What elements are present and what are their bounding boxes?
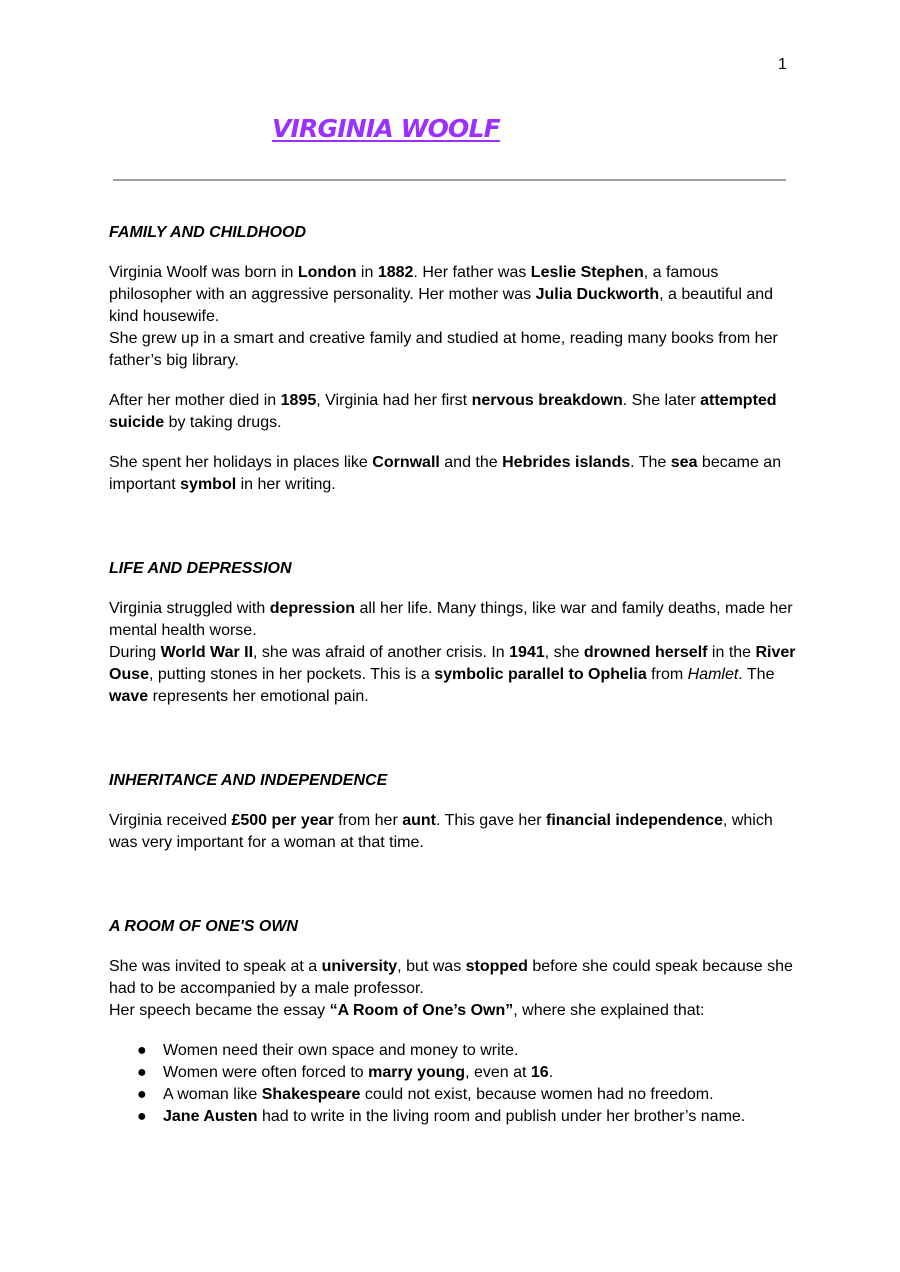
section-inheritance-and-independence (109, 770, 799, 854)
text-run: Virginia Woolf was born in (109, 264, 298, 281)
text-run: , but was (397, 958, 466, 975)
text-run: , where she explained that: (513, 1002, 705, 1019)
text-run: , she (544, 644, 584, 661)
text-run: She grew up in a smart and creative family and studied at home, reading many books from her father’s big library. (109, 330, 778, 369)
text-run: , Virginia had her first (316, 392, 472, 409)
bold-text: 1941 (509, 644, 545, 661)
text-run: . The (738, 666, 775, 683)
text-run: in (356, 264, 378, 281)
text-run: During (109, 644, 161, 661)
page-number: 1 (778, 56, 787, 73)
bold-text: depression (269, 600, 356, 617)
bold-text: Jane Austen (163, 1108, 258, 1125)
bold-text: symbolic parallel to Ophelia (434, 666, 647, 683)
bold-text: River Ouse (109, 644, 796, 683)
bold-text: “A Room of One’s Own” (329, 1002, 514, 1019)
bold-text: stopped (465, 958, 528, 975)
bold-text: attempted suicide (109, 392, 777, 431)
list-item (137, 1106, 799, 1128)
italic-text: Hamlet (687, 666, 739, 683)
bold-text: university (321, 958, 398, 975)
bold-text: financial independence (545, 812, 723, 829)
text-run: by taking drugs. (164, 414, 282, 431)
text-run: , she was afraid of another crisis. In (253, 644, 510, 661)
text-run: . (548, 1064, 554, 1081)
bold-text: aunt (402, 812, 436, 829)
paragraph (109, 390, 799, 434)
bullet-list (109, 1040, 799, 1128)
text-run: Women need their own space and money to write. (163, 1042, 519, 1059)
text-run: from (646, 666, 688, 683)
paragraph (109, 598, 799, 708)
bold-text: Leslie Stephen (530, 264, 644, 281)
bold-text: Cornwall (372, 454, 440, 471)
text-run: Virginia struggled with (109, 600, 270, 617)
bold-text: World War II (160, 644, 254, 661)
section-life-and-depression (109, 558, 799, 708)
bullet-icon: ● (137, 1064, 147, 1081)
bold-text: drowned herself (583, 644, 708, 661)
bullet-icon: ● (137, 1042, 147, 1059)
text-run: in the (707, 644, 756, 661)
bullet-icon: ● (137, 1108, 147, 1125)
section-heading: A ROOM OF ONE'S OWN (109, 918, 298, 935)
text-run: , a beautiful and kind housewife. (109, 286, 774, 325)
text-run: . The (630, 454, 671, 471)
bold-text: Hebrides islands (502, 454, 631, 471)
bold-text: Julia Duckworth (535, 286, 660, 303)
text-run: in her writing. (236, 476, 336, 493)
section-heading: LIFE AND DEPRESSION (109, 560, 292, 577)
bullet-icon: ● (137, 1086, 147, 1103)
section-a-room-of-ones-own (109, 916, 799, 1128)
bold-text: £500 per year (231, 812, 334, 829)
paragraph (109, 262, 799, 372)
text-run: . She later (622, 392, 701, 409)
bold-text: symbol (180, 476, 237, 493)
bold-text: Shakespeare (261, 1086, 361, 1103)
list-item (137, 1084, 799, 1106)
bold-text: 1895 (280, 392, 317, 409)
text-run: all her life. Many things, like war and family deaths, made her mental health worse. (109, 600, 793, 639)
section-heading: FAMILY AND CHILDHOOD (109, 224, 307, 241)
text-run: could not exist, because women had no freedom. (360, 1086, 714, 1103)
bold-text: nervous breakdown (471, 392, 623, 409)
text-run: After her mother died in (109, 392, 281, 409)
text-run: before she could speak because she had to be accompanied by a male professor. (109, 958, 793, 997)
text-run: , putting stones in her pockets. This is a (149, 666, 435, 683)
text-run: and the (439, 454, 503, 471)
text-run: became an important (109, 454, 782, 493)
paragraph (109, 810, 799, 854)
text-run: . Her father was (413, 264, 531, 281)
horizontal-divider (113, 179, 786, 181)
text-run: from her (333, 812, 403, 829)
page-title: VIRGINIA WOOLF (272, 114, 500, 143)
text-run: Women were often forced to (163, 1064, 369, 1081)
text-run: , which was very important for a woman at that time. (109, 812, 773, 851)
section-family-and-childhood (109, 222, 799, 496)
text-run: A woman like (163, 1086, 262, 1103)
bold-text: 1882 (377, 264, 414, 281)
list-item (137, 1040, 799, 1062)
bold-text: wave (109, 688, 149, 705)
bold-text: 16 (530, 1064, 549, 1081)
text-run: Virginia received (109, 812, 232, 829)
paragraph (109, 956, 799, 1022)
text-run: had to write in the living room and publish under her brother’s name. (257, 1108, 746, 1125)
text-run: represents her emotional pain. (148, 688, 369, 705)
bold-text: London (297, 264, 357, 281)
text-run: Her speech became the essay (109, 1002, 330, 1019)
bold-text: sea (670, 454, 698, 471)
text-run: . This gave her (436, 812, 546, 829)
list-item (137, 1062, 799, 1084)
text-run: , even at (465, 1064, 531, 1081)
text-run: She was invited to speak at a (109, 958, 322, 975)
paragraph (109, 452, 799, 496)
bold-text: marry young (368, 1064, 466, 1081)
document-body (109, 222, 799, 1128)
text-run: , a famous philosopher with an aggressive personality. Her mother was (109, 264, 719, 303)
section-heading: INHERITANCE AND INDEPENDENCE (109, 772, 388, 789)
text-run: She spent her holidays in places like (109, 454, 373, 471)
